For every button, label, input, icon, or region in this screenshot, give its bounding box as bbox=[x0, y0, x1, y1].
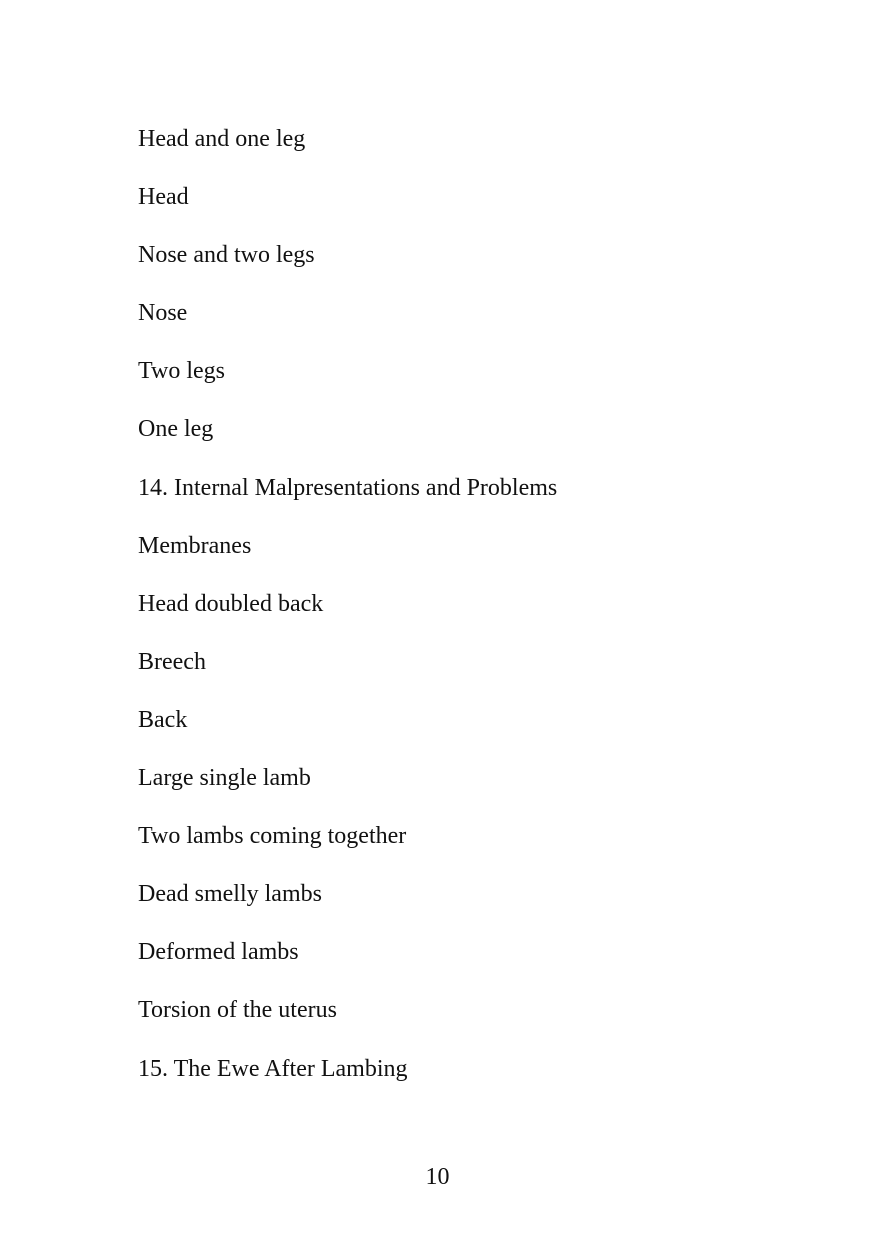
page-number: 10 bbox=[425, 1164, 450, 1190]
toc-entry: Nose and two legs bbox=[138, 242, 315, 269]
toc-entry: One leg bbox=[138, 416, 214, 443]
toc-entry: Breech bbox=[138, 648, 206, 675]
toc-entry: Two legs bbox=[138, 358, 225, 385]
toc-entry: Back bbox=[138, 706, 188, 733]
toc-entry: Head bbox=[138, 184, 189, 211]
toc-chapter-heading: 15. The Ewe After Lambing bbox=[138, 1055, 408, 1082]
toc-entry: Head and one leg bbox=[138, 126, 306, 152]
contents-list bbox=[138, 123, 557, 1111]
toc-entry: Large single lamb bbox=[138, 765, 311, 792]
toc-entry: Deformed lambs bbox=[138, 939, 299, 966]
toc-chapter-heading: 14. Internal Malpresentations and Problems bbox=[138, 474, 558, 501]
toc-entry: Torsion of the uterus bbox=[138, 997, 337, 1024]
toc-entry: Nose bbox=[138, 300, 188, 327]
toc-entry: Head doubled back bbox=[138, 590, 324, 617]
toc-entry: Two lambs coming together bbox=[138, 823, 407, 850]
toc-entry: Membranes bbox=[138, 532, 252, 559]
toc-entry: Dead smelly lambs bbox=[138, 881, 322, 908]
